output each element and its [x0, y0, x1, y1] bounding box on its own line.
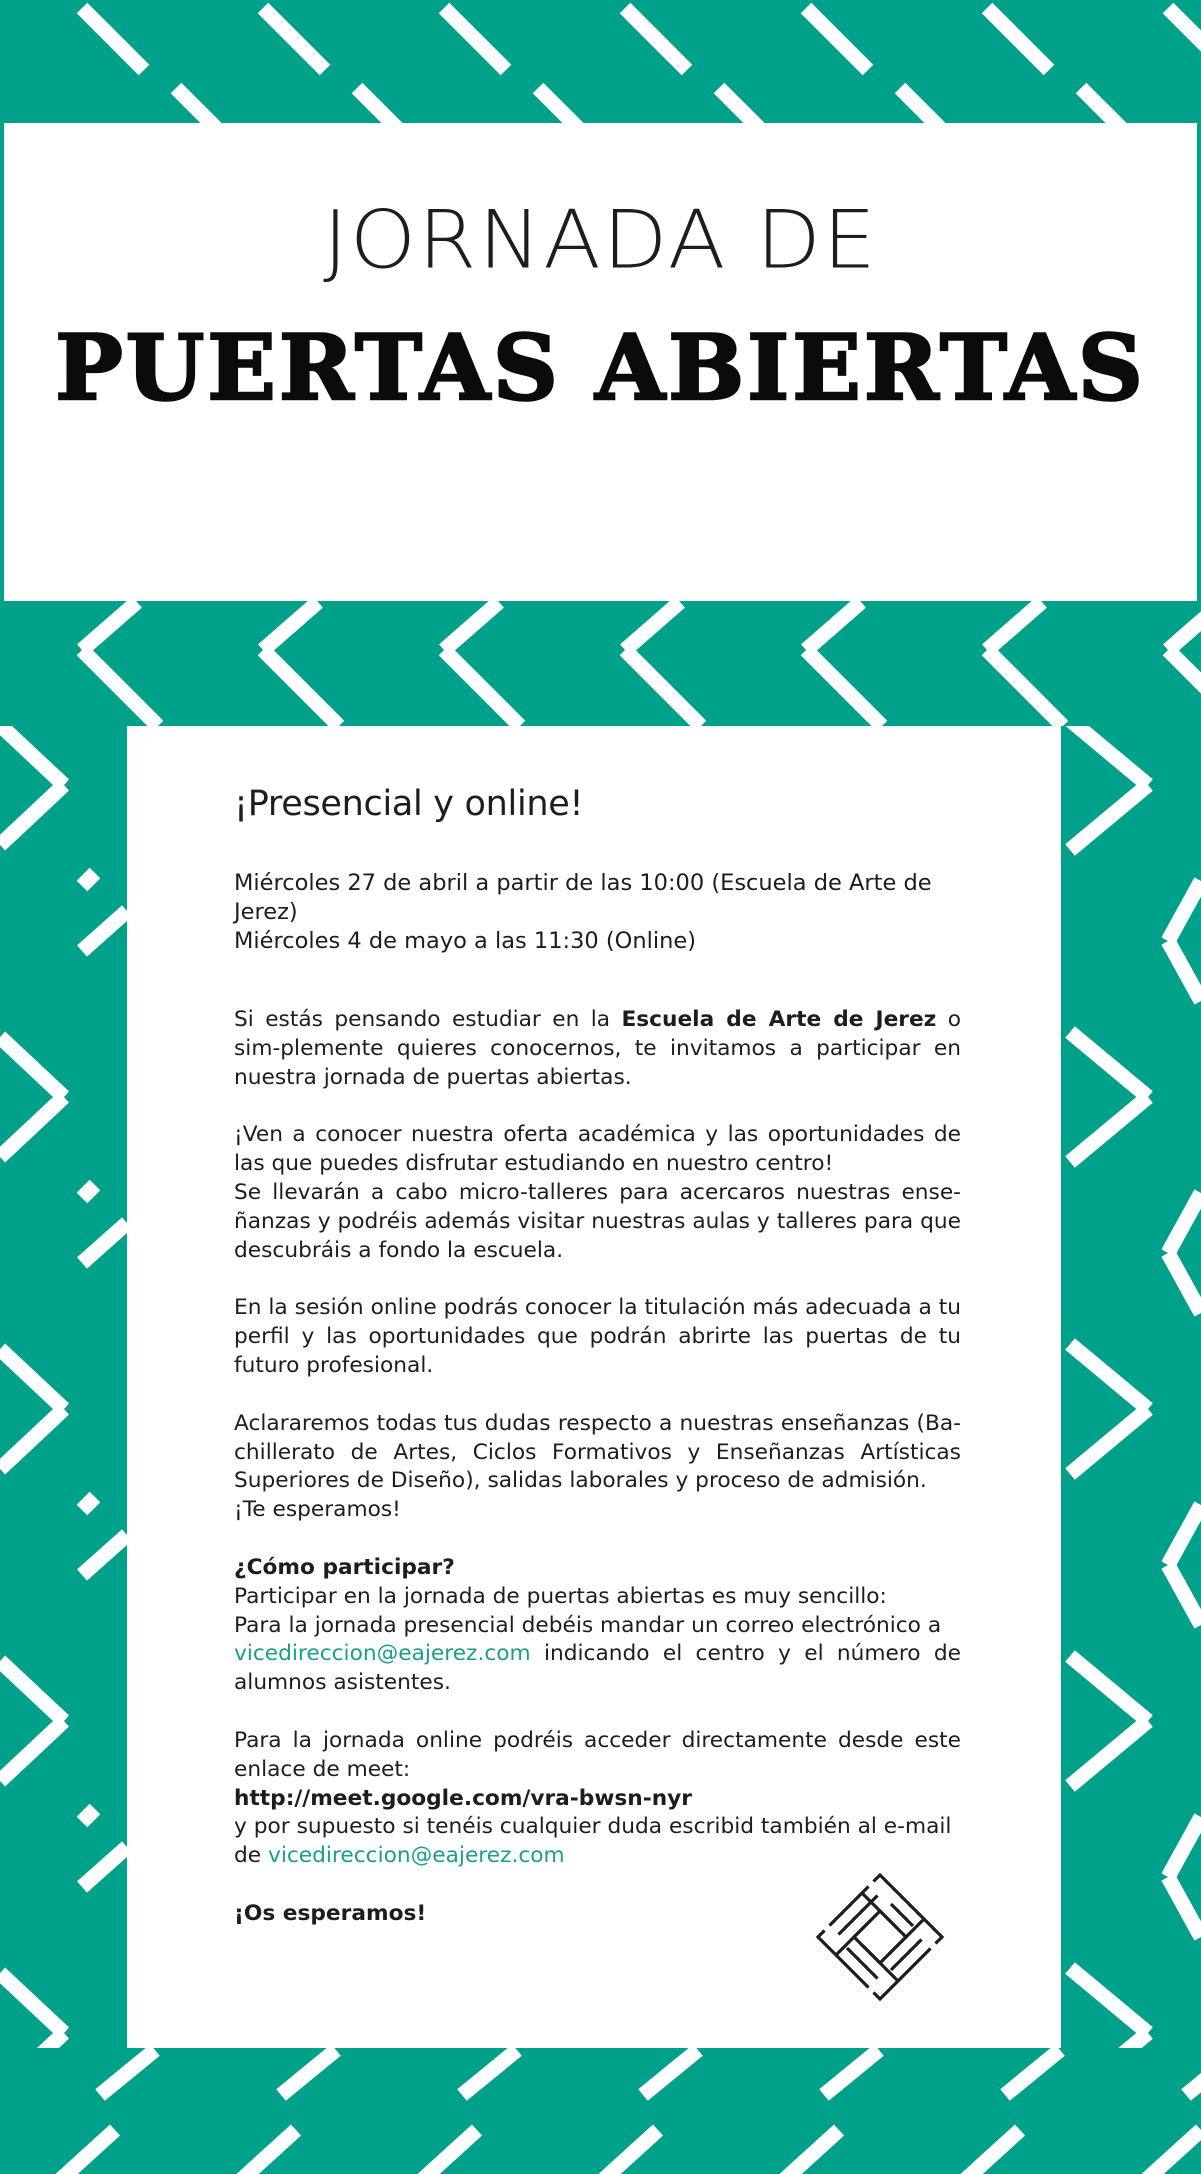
online-pre: Para la jornada online podréis acceder directamente desde este enlace de meet:: [234, 1727, 961, 1782]
intro-post: o sim-plemente quieres conocernos, te invitamos a participar en nuestra jornada de puertas abiertas.: [234, 1007, 961, 1090]
date-presencial: Miércoles 27 de abril a partir de las 10:00 (Escuela de Arte de Jerez): [234, 870, 932, 925]
contact-pre: y por supuesto si tenéis cualquier duda escribid también al e-mail: [234, 1814, 952, 1840]
left-small-a-stripe-0: [82, 873, 95, 886]
contact-email-line: [234, 1842, 961, 1871]
online-access-paragraph: [234, 1727, 961, 1871]
how-title: ¿Cómo participar?: [234, 1554, 455, 1580]
presencial-post: indicando el centro y el número de alumnos asistentes.: [234, 1641, 961, 1696]
title-line-2: PUERTAS ABIERTAS: [55, 315, 1146, 421]
doubts-text: Aclararemos todas tus dudas respecto a nuestras enseñanzas (Ba-chillerato de Artes, Ciclos Formativos y Enseñanzas Artísticas Superiores de Diseño), salidas laborales y proceso de admisión.: [234, 1410, 961, 1494]
email-link[interactable]: vicedireccion@eajerez.com: [234, 1641, 531, 1667]
date-online: Miércoles 4 de mayo a las 11:30 (Online): [234, 928, 697, 954]
title-banner: [4, 123, 1197, 601]
online-session-paragraph: En la sesión online podrás conocer la titulación más adecuada a tu perfil y las oportunidades que podrán abrirte las puertas de tu futuro profesional.: [234, 1295, 961, 1378]
school-name: Escuela de Arte de Jerez: [621, 1007, 937, 1032]
see-you-text: ¡Te esperamos!: [234, 1497, 401, 1523]
closing-text: ¡Os esperamos!: [234, 1900, 427, 1926]
how-to-paragraph: [234, 1554, 961, 1698]
event-dates: [234, 869, 961, 956]
left-small-a-stripe-2: [82, 1497, 95, 1510]
info-card: [127, 726, 1061, 2048]
offer-text: ¡Ven a conocer nuestra oferta académica y las oportunidades de las que puedes disfrutar estudiando en nuestro centro!: [234, 1122, 961, 1177]
left-small-a-stripe-1: [82, 1185, 95, 1198]
info-content: [234, 784, 961, 1958]
intro-paragraph: [234, 1006, 961, 1092]
meet-link[interactable]: http://meet.google.com/vra-bwsn-nyr: [234, 1785, 692, 1811]
how-text: Participar en la jornada de puertas abiertas es muy sencillo:: [234, 1583, 887, 1609]
offer-paragraph: [234, 1121, 961, 1265]
contact-de: de: [234, 1843, 269, 1869]
workshops-text: Se llevarán a cabo micro-talleres para acercaros nuestras ense-ñanzas y podréis además visitar nuestras aulas y talleres para que descubráis a fondo la escuela.: [234, 1179, 961, 1263]
title-line-1: JORNADA DE: [323, 193, 878, 287]
subtitle: ¡Presencial y online!: [234, 784, 584, 824]
presencial-email-line: [234, 1641, 961, 1695]
nested-diamond-logo-icon: [815, 1872, 945, 2002]
left-small-a-stripe-3: [82, 1809, 95, 1822]
doubts-paragraph: [234, 1410, 961, 1525]
contact-email-link[interactable]: vicedireccion@eajerez.com: [268, 1843, 565, 1869]
presencial-pre: Para la jornada presencial debéis mandar un correo electrónico a: [234, 1612, 942, 1638]
intro-pre: Si estás pensando estudiar en la: [234, 1007, 622, 1032]
